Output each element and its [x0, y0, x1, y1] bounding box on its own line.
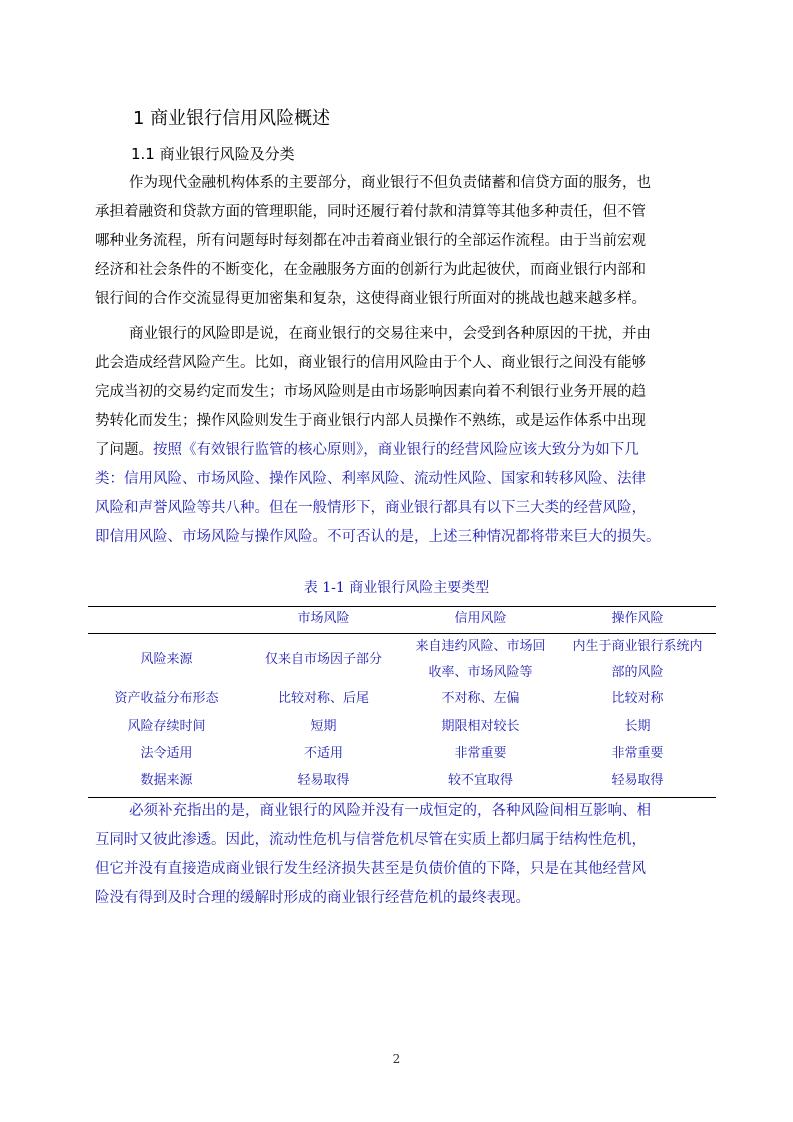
paragraph-line: 作为现代金融机构体系的主要部分，商业银行不但负责储蓄和信贷方面的服务，也: [129, 175, 651, 191]
table-cell: 短期: [310, 719, 337, 734]
table-cell: 法令适用: [140, 746, 193, 761]
table-cell: 风险来源: [140, 652, 193, 667]
paragraph-line: 完成当初的交易约定而发生；市场风险则是由市场影响因素向着不利银行业务开展的趋: [95, 384, 646, 400]
paragraph-line: 商业银行的风险即是说，在商业银行的交易往来中，会受到各种原因的干扰，并由: [129, 326, 651, 342]
table-cell: 来自违约风险、市场回: [415, 639, 546, 654]
table-header-cell: 市场风险: [297, 611, 350, 626]
table-cell: 期限相对较长: [441, 719, 520, 734]
subsection-heading: 1.1 商业银行风险及分类: [131, 145, 295, 163]
table-cell: 非常重要: [454, 746, 507, 761]
paragraph-line: 类：信用风险、市场风险、操作风险、利率风险、流动性风险、国家和转移风险、法律: [95, 471, 646, 487]
paragraph-line: 互同时又彼此渗透。因此，流动性危机与信誉危机尽管在实质上都归属于结构性危机，: [95, 832, 646, 848]
table-cell: 仅来自市场因子部分: [264, 652, 382, 667]
table-cell: 不适用: [303, 746, 343, 761]
table-cell: 部的风险: [611, 665, 664, 680]
table-cell: 资产收益分布形态: [114, 691, 219, 706]
table-cell: 较不宜取得: [447, 773, 513, 788]
paragraph-line: 风险和声誉风险等共八种。但在一般情形下，商业银行都具有以下三大类的经营风险，: [95, 500, 646, 516]
table-cell: 收率、市场风险等: [428, 665, 533, 680]
paragraph-line: 险没有得到及时合理的缓解时形成的商业银行经营危机的最终表现。: [95, 890, 530, 906]
paragraph-line: 此会造成经营风险产生。比如，商业银行的信用风险由于个人、商业银行之间没有能够: [95, 355, 646, 371]
paragraph-text-highlighted: 按照《有效银行监管的核心原则》，商业银行的经营风险应该大致分为如下几: [153, 442, 639, 458]
paragraph-line: [95, 436, 639, 464]
table-caption: 表 1-1 商业银行风险主要类型: [303, 580, 490, 596]
table-cell: 比较对称: [611, 691, 664, 706]
table-cell: 比较对称、后尾: [277, 691, 369, 706]
paragraph-line: 承担着融资和贷款方面的管理职能，同时还履行着付款和清算等其他多种责任，但不管: [95, 204, 646, 220]
paragraph-line: 哪种业务流程，所有问题每时每刻都在冲击着商业银行的全部运作流程。由于当前宏观: [95, 233, 646, 249]
paragraph-line: 必须补充指出的是，商业银行的风险并没有一成恒定的，各种风险间相互影响、相: [129, 803, 651, 819]
section-heading: 1 商业银行信用风险概述: [133, 108, 331, 129]
table-cell: 不对称、左偏: [441, 691, 520, 706]
table-cell: 风险存续时间: [127, 719, 206, 734]
table-cell: 数据来源: [140, 773, 193, 788]
paragraph-line: 经济和社会条件的不断变化，在金融服务方面的创新行为此起彼伏，而商业银行内部和: [95, 262, 646, 278]
table-cell: 内生于商业银行系统内: [572, 639, 703, 654]
table-header-cell: 信用风险: [454, 611, 507, 626]
paragraph-line: 势转化而发生；操作风险则发生于商业银行内部人员操作不熟练，或是运作体系中出现: [95, 413, 646, 429]
table-header-cell: 操作风险: [611, 611, 664, 626]
paragraph-line: 但它并没有直接造成商业银行发生经济损失甚至是负债价值的下降，只是在其他经营风: [95, 861, 646, 877]
table-cell: 轻易取得: [297, 773, 350, 788]
table-cell: 非常重要: [611, 746, 664, 761]
paragraph-text: 了问题。: [95, 442, 153, 458]
table-cell: 长期: [624, 719, 651, 734]
page-number: 2: [392, 1052, 401, 1066]
paragraph-line: 即信用风险、市场风险与操作风险。不可否认的是，上述三种情况都将带来巨大的损失。: [95, 529, 661, 545]
paragraph-line: 银行间的合作交流显得更加密集和复杂，这使得商业银行所面对的挑战也越来越多样。: [95, 291, 646, 307]
table-cell: 轻易取得: [611, 773, 664, 788]
